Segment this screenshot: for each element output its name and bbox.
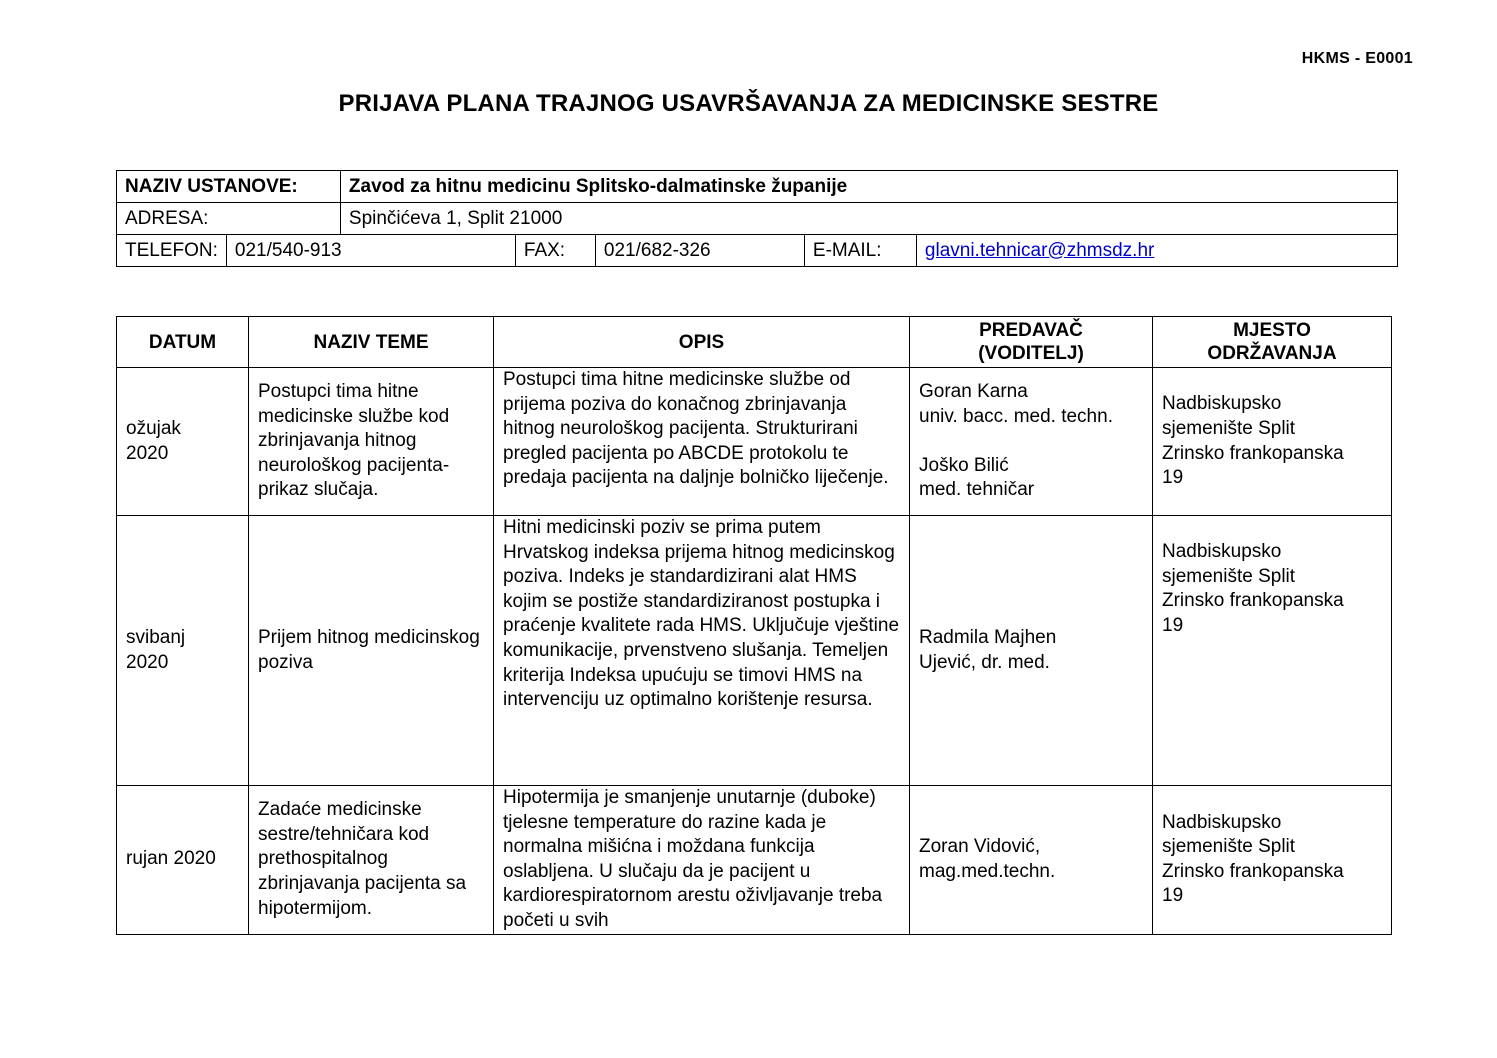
row-opis: Hipotermija je smanjenje unutarnje (duboke) tjelesne temperature do razine kada je normalna mišićna i moždana funkcija oslabljena. U slučaju da je pacijent u kardiorespiratornom arestu oživljavanje treba početi u svih	[494, 786, 910, 935]
row-predavac: Radmila Majhen Ujević, dr. med.	[910, 516, 1153, 786]
row-mjesto: Nadbiskupsko sjemenište Split Zrinsko frankopanska 19	[1153, 516, 1392, 786]
table-row	[117, 368, 1392, 516]
row-mjesto: Nadbiskupsko sjemenište Split Zrinsko frankopanska 19	[1153, 368, 1392, 516]
institution-address-row	[117, 203, 1398, 235]
row-mjesto: Nadbiskupsko sjemenište Split Zrinsko frankopanska 19	[1153, 786, 1392, 935]
institution-name-value: Zavod za hitnu medicinu Splitsko-dalmatinske županije	[340, 171, 1397, 203]
row-datum: ožujak 2020	[117, 368, 249, 516]
row-naziv-teme: Zadaće medicinske sestre/tehničara kod prethospitalnog zbrinjavanja pacijenta sa hipotermijom.	[249, 786, 494, 935]
plan-header-row	[117, 317, 1392, 368]
email-link[interactable]: glavni.tehnicar@zhmsdz.hr	[924, 239, 1155, 261]
institution-contact-row	[117, 235, 1398, 267]
address-value: Spinčićeva 1, Split 21000	[340, 203, 1397, 235]
row-datum: svibanj 2020	[117, 516, 249, 786]
phone-label: TELEFON:	[117, 235, 227, 267]
table-row	[117, 516, 1392, 786]
row-predavac: Zoran Vidović, mag.med.techn.	[910, 786, 1153, 935]
institution-table	[116, 170, 1398, 267]
row-naziv-teme: Postupci tima hitne medicinske službe kod zbrinjavanja hitnog neurološkog pacijenta- prikaz slučaja.	[249, 368, 494, 516]
form-code: HKMS - E0001	[1301, 50, 1413, 67]
institution-name-row	[117, 171, 1398, 203]
fax-value: 021/682-326	[595, 235, 804, 267]
institution-name-label: NAZIV USTANOVE:	[117, 171, 341, 203]
header-mjesto: MJESTO ODRŽAVANJA	[1153, 317, 1392, 368]
row-naziv-teme: Prijem hitnog medicinskog poziva	[249, 516, 494, 786]
header-opis: OPIS	[494, 317, 910, 368]
fax-label: FAX:	[515, 235, 595, 267]
header-naziv-teme: NAZIV TEME	[249, 317, 494, 368]
phone-value: 021/540-913	[226, 235, 515, 267]
address-label: ADRESA:	[117, 203, 341, 235]
email-label: E-MAIL:	[804, 235, 916, 267]
row-datum: rujan 2020	[117, 786, 249, 935]
row-opis: Hitni medicinski poziv se prima putem Hrvatskog indeksa prijema hitnog medicinskog poziva. Indeks je standardizirani alat HMS kojim se postiže standardiziranost postupka i praćenje kvalitete rada HMS. Uključuje vještine komunikacije, prvenstveno slušanja. Temeljen kriterija Indeksa upućuju se timovi HMS na intervenciju uz optimalno korištenje resursa.	[494, 516, 910, 786]
plan-table	[116, 316, 1392, 935]
table-row	[117, 786, 1392, 935]
page-title: PRIJAVA PLANA TRAJNOG USAVRŠAVANJA ZA MEDICINSKE SESTRE	[338, 90, 1159, 117]
row-predavac: Goran Karna univ. bacc. med. techn. Joško Bilić med. tehničar	[910, 368, 1153, 516]
header-datum: DATUM	[117, 317, 249, 368]
row-opis: Postupci tima hitne medicinske službe od prijema poziva do konačnog zbrinjavanja hitnog neurološkog pacijenta. Strukturirani pregled pacijenta po ABCDE protokolu te predaja pacijenta na daljnje bolničko liječenje.	[494, 368, 910, 516]
header-predavac: PREDAVAČ (VODITELJ)	[910, 317, 1153, 368]
email-cell	[916, 235, 1397, 267]
